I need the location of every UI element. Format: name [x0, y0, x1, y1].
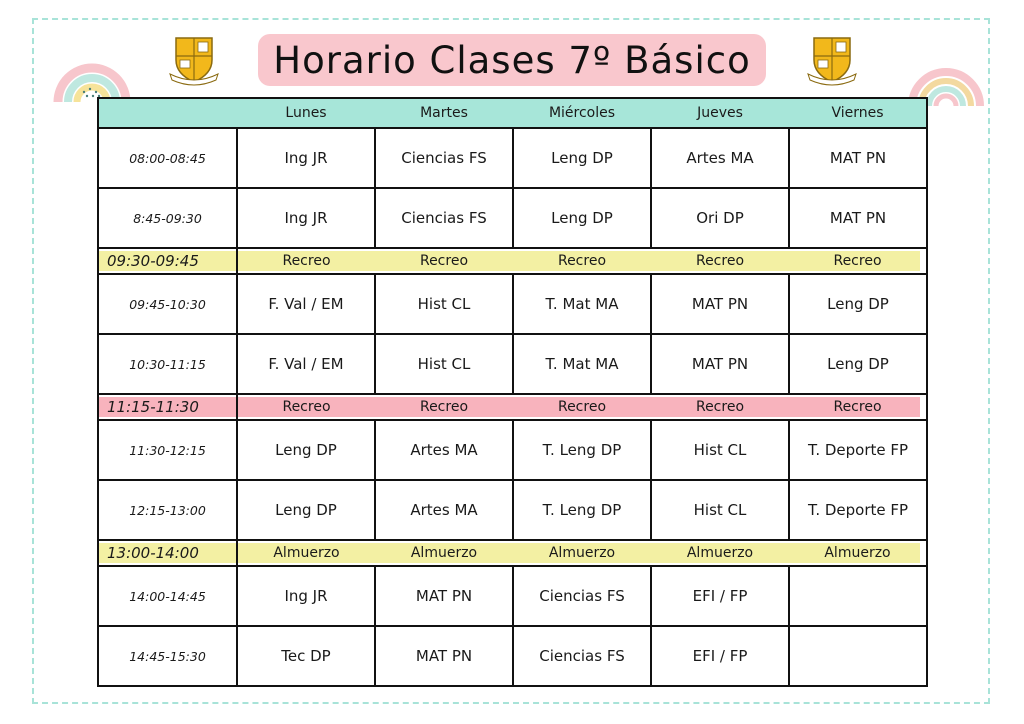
class-cell: Leng DP: [237, 480, 375, 540]
class-cell: MAT PN: [651, 274, 789, 334]
time-cell: 8:45-09:30: [98, 188, 237, 248]
title-banner: [258, 34, 766, 86]
class-cell: Ori DP: [651, 188, 789, 248]
day-header: Lunes: [237, 98, 375, 128]
header-corner: [98, 98, 237, 128]
table-row: [98, 128, 927, 188]
table-row: [98, 188, 927, 248]
class-cell: MAT PN: [375, 626, 513, 686]
time-cell: 08:00-08:45: [98, 128, 237, 188]
break-cell: [237, 394, 375, 420]
class-cell: Hist CL: [651, 480, 789, 540]
table-row: [98, 420, 927, 480]
day-header: Martes: [375, 98, 513, 128]
day-header: Jueves: [651, 98, 789, 128]
time-cell: 12:15-13:00: [98, 480, 237, 540]
break-row: [98, 394, 927, 420]
break-cell: [651, 540, 789, 566]
break-label: Almuerzo: [686, 545, 754, 561]
break-cell: [237, 248, 375, 274]
class-cell: Leng DP: [513, 128, 651, 188]
break-label: Recreo: [833, 253, 882, 269]
table-row: [98, 274, 927, 334]
class-cell: Artes MA: [651, 128, 789, 188]
class-cell: T. Mat MA: [513, 334, 651, 394]
header-row: [98, 98, 927, 128]
time-cell: 10:30-11:15: [98, 334, 237, 394]
break-cell: [237, 540, 375, 566]
class-cell: Ciencias FS: [375, 128, 513, 188]
break-label: Almuerzo: [410, 545, 478, 561]
break-cell: [651, 394, 789, 420]
class-cell: Ciencias FS: [375, 188, 513, 248]
break-time-label: 09:30-09:45: [107, 252, 199, 270]
class-cell: MAT PN: [651, 334, 789, 394]
break-cell: [513, 248, 651, 274]
break-cell: [651, 248, 789, 274]
break-label: Recreo: [695, 399, 745, 415]
rainbow-icon: [906, 36, 986, 106]
class-cell: Ing JR: [237, 566, 375, 626]
table-row: [98, 566, 927, 626]
break-time-label: 11:15-11:30: [107, 398, 199, 416]
class-cell: F. Val / EM: [237, 334, 375, 394]
class-cell: T. Deporte FP: [789, 420, 927, 480]
class-cell: Ing JR: [237, 128, 375, 188]
class-cell: EFI / FP: [651, 566, 789, 626]
class-cell: Ciencias FS: [513, 626, 651, 686]
day-header: Viernes: [789, 98, 927, 128]
page-title: Horario Clases 7º Básico: [273, 38, 751, 82]
break-label: Recreo: [833, 399, 882, 415]
break-time: [98, 540, 237, 566]
class-cell: Hist CL: [375, 274, 513, 334]
class-cell: EFI / FP: [651, 626, 789, 686]
time-cell: 09:45-10:30: [98, 274, 237, 334]
class-cell: Ing JR: [237, 188, 375, 248]
table-row: [98, 480, 927, 540]
break-row: [98, 248, 927, 274]
time-cell: 11:30-12:15: [98, 420, 237, 480]
break-cell: [375, 540, 513, 566]
class-cell: T. Leng DP: [513, 420, 651, 480]
class-cell: Artes MA: [375, 420, 513, 480]
break-label: Recreo: [557, 253, 607, 269]
class-cell: Artes MA: [375, 480, 513, 540]
class-cell: Hist CL: [375, 334, 513, 394]
class-cell: F. Val / EM: [237, 274, 375, 334]
class-cell: T. Mat MA: [513, 274, 651, 334]
class-cell: [789, 626, 927, 686]
school-crest-icon: [804, 34, 860, 86]
time-cell: 14:00-14:45: [98, 566, 237, 626]
class-cell: MAT PN: [789, 188, 927, 248]
class-cell: Tec DP: [237, 626, 375, 686]
class-cell: T. Leng DP: [513, 480, 651, 540]
class-cell: Leng DP: [237, 420, 375, 480]
day-header: Miércoles: [513, 98, 651, 128]
break-time: [98, 248, 237, 274]
class-cell: MAT PN: [789, 128, 927, 188]
break-label: Recreo: [419, 399, 469, 415]
break-label: Recreo: [695, 253, 745, 269]
class-cell: [789, 566, 927, 626]
break-time: [98, 394, 237, 420]
table-row: [98, 626, 927, 686]
break-cell: [375, 394, 513, 420]
class-cell: MAT PN: [375, 566, 513, 626]
schedule-table: [97, 97, 928, 687]
class-cell: Leng DP: [513, 188, 651, 248]
break-cell: [789, 394, 927, 420]
break-cell: [789, 248, 927, 274]
break-label: Almuerzo: [824, 545, 891, 561]
break-time-label: 13:00-14:00: [107, 544, 199, 562]
break-label: Almuerzo: [273, 545, 340, 561]
break-label: Recreo: [282, 253, 331, 269]
break-cell: [513, 394, 651, 420]
break-cell: [789, 540, 927, 566]
class-cell: Leng DP: [789, 274, 927, 334]
class-cell: Ciencias FS: [513, 566, 651, 626]
class-cell: Leng DP: [789, 334, 927, 394]
break-row: [98, 540, 927, 566]
break-cell: [375, 248, 513, 274]
rainbow-icon: [52, 32, 132, 102]
break-label: Recreo: [557, 399, 607, 415]
table-row: [98, 334, 927, 394]
school-crest-icon: [166, 34, 222, 86]
break-label: Recreo: [282, 399, 331, 415]
time-cell: 14:45-15:30: [98, 626, 237, 686]
class-cell: T. Deporte FP: [789, 480, 927, 540]
break-label: Recreo: [419, 253, 469, 269]
class-cell: Hist CL: [651, 420, 789, 480]
break-label: Almuerzo: [548, 545, 616, 561]
break-cell: [513, 540, 651, 566]
